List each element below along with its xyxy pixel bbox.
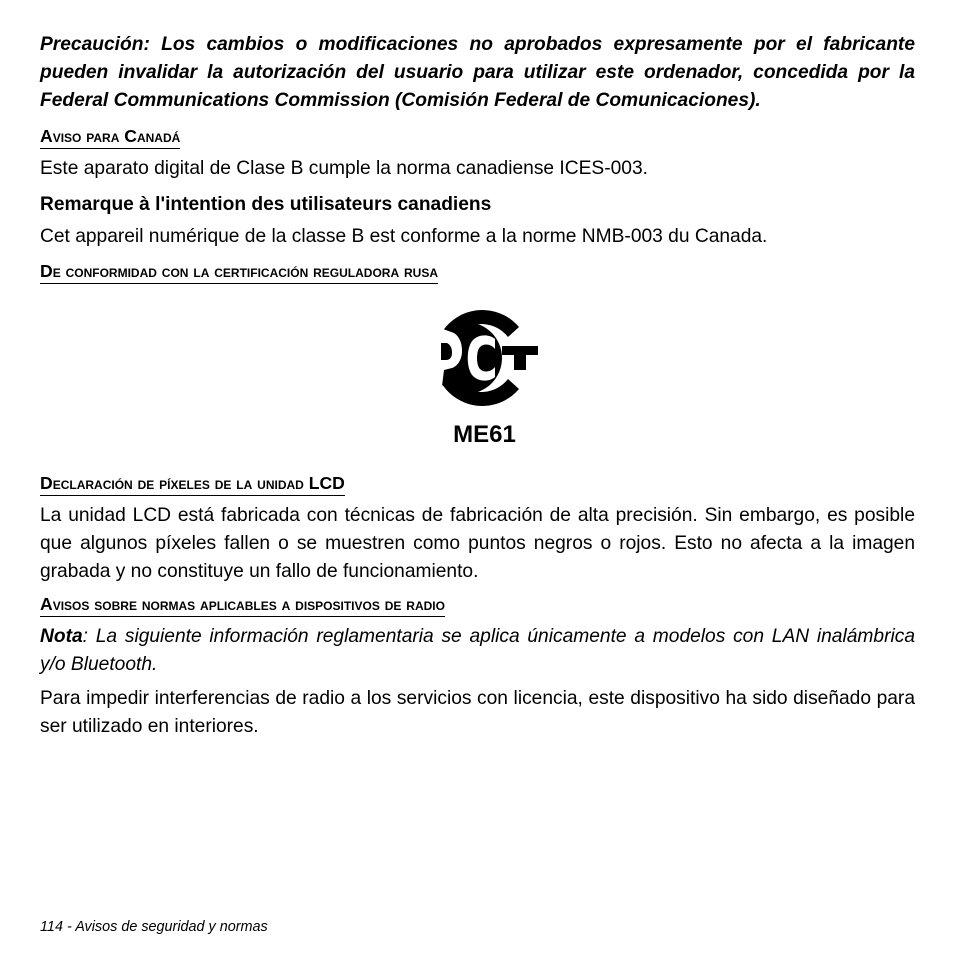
canada-text-fr: Cet appareil numérique de la classe B est conforme a la norme NMB-003 du Canada. [40,226,768,247]
pct-certification-logo-icon [416,309,540,407]
lcd-text: La unidad LCD está fabricada con técnicas de fabricación de alta precisión. Sin embargo, es posible que algunos píxeles fallen o se muestren como puntos negros o rojos. Esto no afecta a la imagen grabada y no constituye un fallo de funcionamiento. [40,505,915,582]
heading-radio-device-regulations: Avisos sobre normas aplicables a dispositivos de radio [40,594,445,617]
heading-canada-notice: Aviso para Canadá [40,126,180,149]
certification-mark-code: ME61 [453,421,516,448]
radio-note-label: Nota [40,626,83,647]
canada-text: Este aparato digital de Clase B cumple la norma canadiense ICES-003. [40,158,648,179]
heading-lcd-pixel-declaration: Declaración de píxeles de la unidad LCD [40,473,345,496]
pct-logo-block [40,309,915,449]
caution-paragraph: Precaución: Los cambios o modificaciones no aprobados expresamente por el fabricante pueden invalidar la autorización del usuario para utilizar este ordenador, concedida por la Federal Communications Commission (Comisión Federal de Comunicaciones). [40,34,915,111]
page-content [40,31,915,741]
radio-text: Para impedir interferencias de radio a los servicios con licencia, este dispositivo ha sido diseñado para ser utilizado en interiores. [40,688,915,737]
radio-note [40,623,915,679]
canada-subheading-fr: Remarque à l'intention des utilisateurs canadiens [40,194,492,215]
radio-note-text: : La siguiente información reglamentaria se aplica únicamente a modelos con LAN inalámbrica y/o Bluetooth. [40,626,915,675]
heading-russian-certification: De conformidad con la certificación reguladora rusa [40,261,438,284]
page-footer: 114 - Avisos de seguridad y normas [40,919,268,935]
